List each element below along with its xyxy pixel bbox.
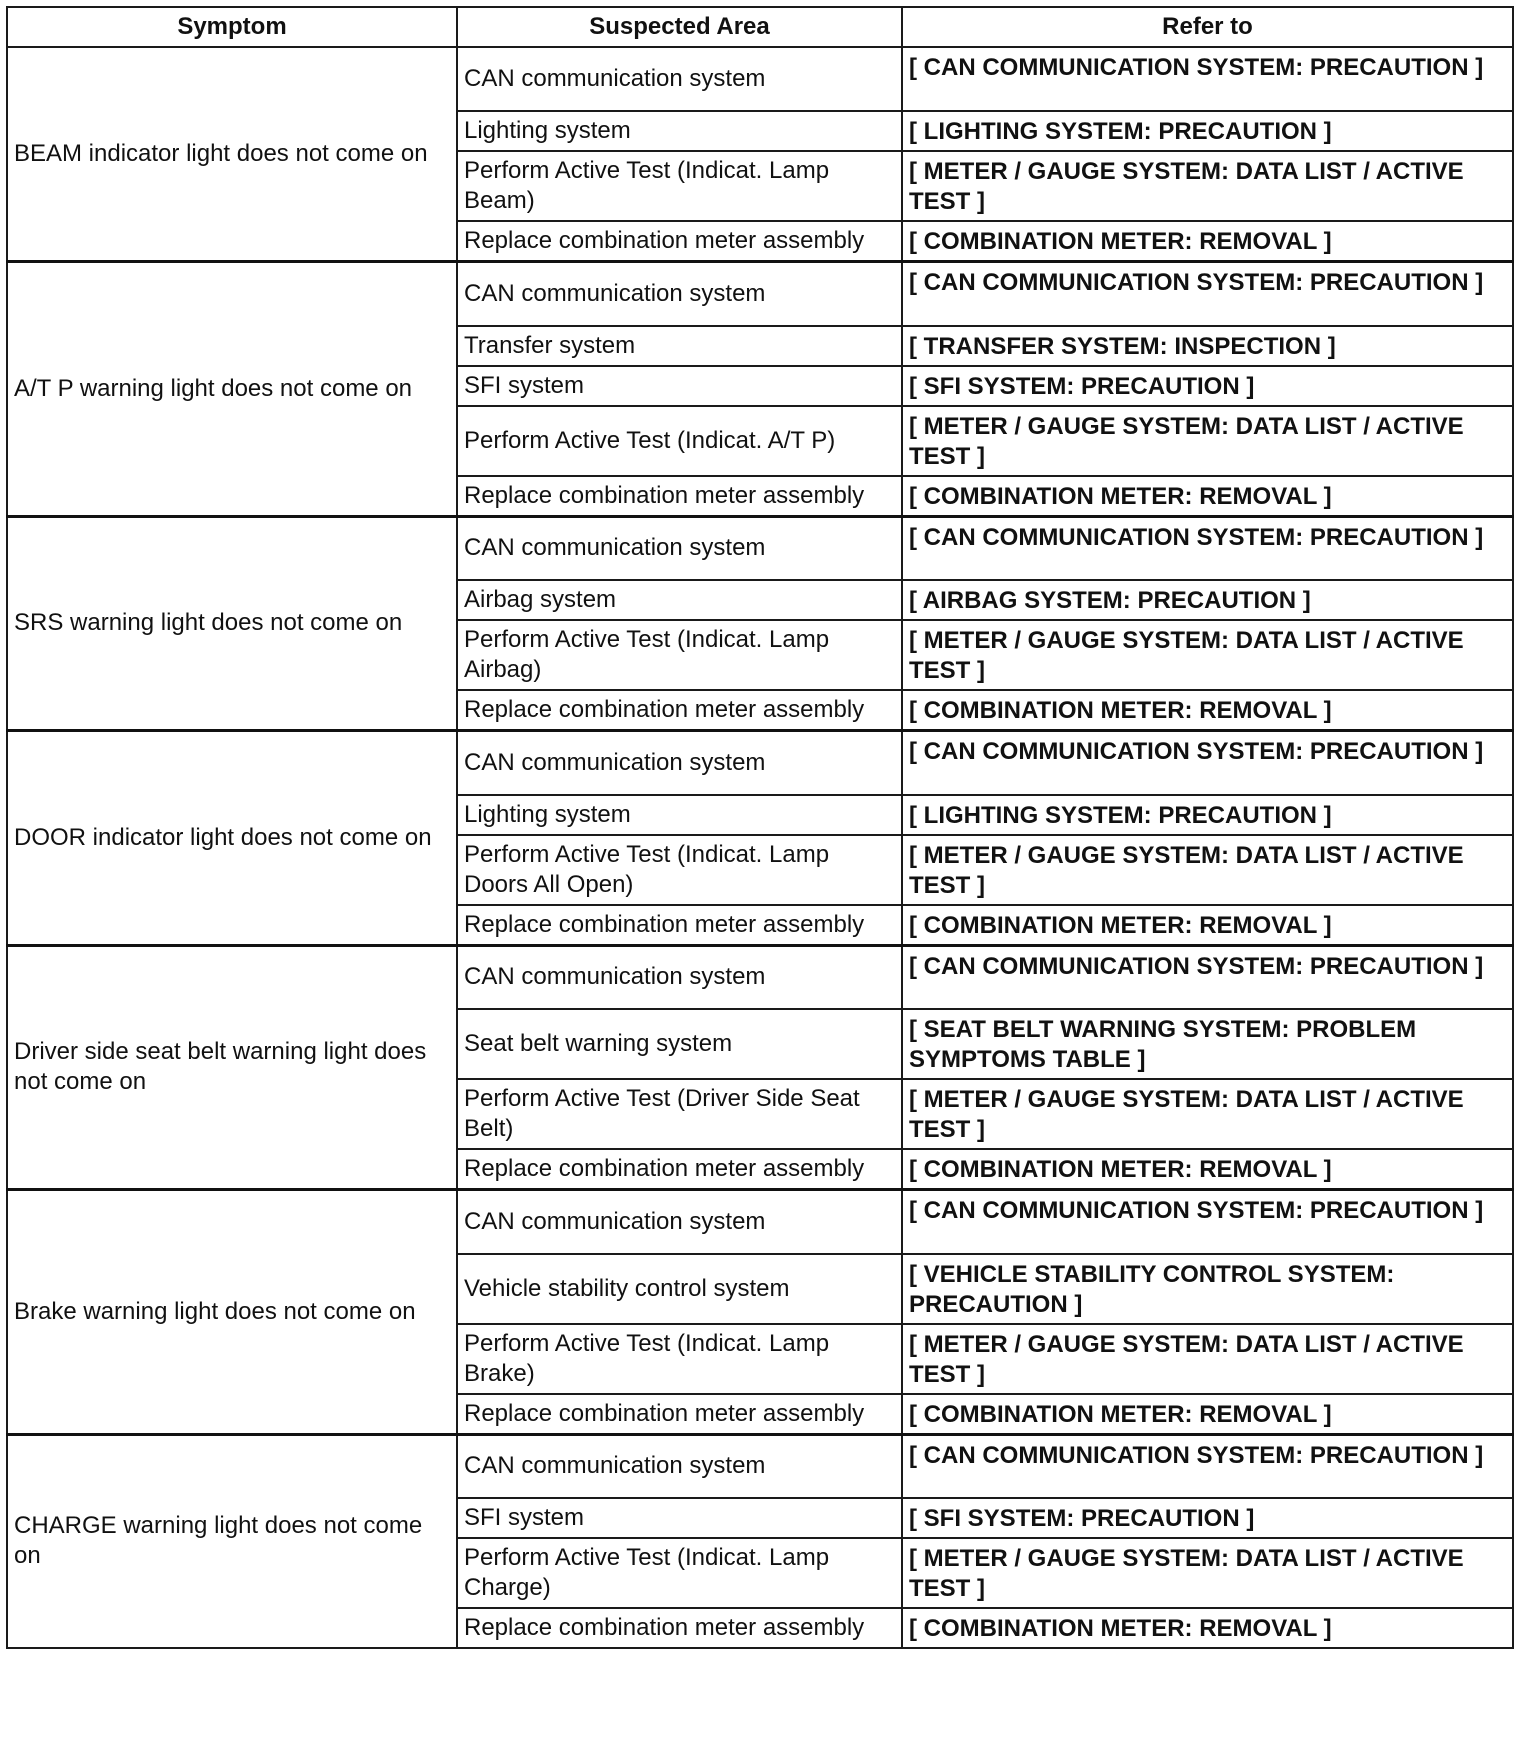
symptom-cell: SRS warning light does not come on <box>7 516 457 731</box>
symptom-cell: CHARGE warning light does not come on <box>7 1434 457 1648</box>
suspected-area-cell: CAN communication system <box>457 731 902 795</box>
symptom-cell: DOOR indicator light does not come on <box>7 731 457 946</box>
refer-to-link[interactable]: [ LIGHTING SYSTEM: PRECAUTION ] <box>902 795 1513 835</box>
suspected-area-cell: Perform Active Test (Indicat. A/T P) <box>457 406 902 476</box>
refer-to-link[interactable]: [ METER / GAUGE SYSTEM: DATA LIST / ACTIVE TEST ] <box>902 620 1513 690</box>
refer-to-link[interactable]: [ CAN COMMUNICATION SYSTEM: PRECAUTION ] <box>902 731 1513 795</box>
suspected-area-cell: CAN communication system <box>457 516 902 580</box>
refer-to-link[interactable]: [ LIGHTING SYSTEM: PRECAUTION ] <box>902 111 1513 151</box>
suspected-area-cell: Perform Active Test (Indicat. Lamp Airbag) <box>457 620 902 690</box>
table-row <box>7 945 1513 1009</box>
symptom-cell: Driver side seat belt warning light does not come on <box>7 945 457 1190</box>
refer-to-link[interactable]: [ CAN COMMUNICATION SYSTEM: PRECAUTION ] <box>902 516 1513 580</box>
suspected-area-cell: CAN communication system <box>457 262 902 326</box>
suspected-area-cell: Lighting system <box>457 111 902 151</box>
suspected-area-cell: Perform Active Test (Indicat. Lamp Doors All Open) <box>457 835 902 905</box>
table-row <box>7 1190 1513 1254</box>
suspected-area-cell: Seat belt warning system <box>457 1009 902 1079</box>
suspected-area-cell: Perform Active Test (Indicat. Lamp Beam) <box>457 151 902 221</box>
header-symptom: Symptom <box>7 7 457 47</box>
header-refer-to: Refer to <box>902 7 1513 47</box>
table-row <box>7 731 1513 795</box>
table-row <box>7 47 1513 111</box>
suspected-area-cell: Perform Active Test (Indicat. Lamp Brake) <box>457 1324 902 1394</box>
refer-to-link[interactable]: [ COMBINATION METER: REMOVAL ] <box>902 1608 1513 1648</box>
suspected-area-cell: Replace combination meter assembly <box>457 905 902 946</box>
refer-to-link[interactable]: [ AIRBAG SYSTEM: PRECAUTION ] <box>902 580 1513 620</box>
refer-to-link[interactable]: [ COMBINATION METER: REMOVAL ] <box>902 905 1513 946</box>
symptom-cell: Brake warning light does not come on <box>7 1190 457 1435</box>
suspected-area-cell: Replace combination meter assembly <box>457 1608 902 1648</box>
suspected-area-cell: SFI system <box>457 1498 902 1538</box>
refer-to-link[interactable]: [ METER / GAUGE SYSTEM: DATA LIST / ACTIVE TEST ] <box>902 1538 1513 1608</box>
suspected-area-cell: Transfer system <box>457 326 902 366</box>
suspected-area-cell: Airbag system <box>457 580 902 620</box>
refer-to-link[interactable]: [ TRANSFER SYSTEM: INSPECTION ] <box>902 326 1513 366</box>
table-header-row <box>7 7 1513 47</box>
refer-to-link[interactable]: [ COMBINATION METER: REMOVAL ] <box>902 1394 1513 1435</box>
refer-to-link[interactable]: [ COMBINATION METER: REMOVAL ] <box>902 476 1513 517</box>
refer-to-link[interactable]: [ SEAT BELT WARNING SYSTEM: PROBLEM SYMPTOMS TABLE ] <box>902 1009 1513 1079</box>
suspected-area-cell: Replace combination meter assembly <box>457 690 902 731</box>
table-body <box>7 47 1513 1648</box>
suspected-area-cell: Replace combination meter assembly <box>457 1394 902 1435</box>
suspected-area-cell: CAN communication system <box>457 945 902 1009</box>
suspected-area-cell: Replace combination meter assembly <box>457 476 902 517</box>
suspected-area-cell: Perform Active Test (Indicat. Lamp Charge) <box>457 1538 902 1608</box>
suspected-area-cell: Replace combination meter assembly <box>457 1149 902 1190</box>
table-row <box>7 262 1513 326</box>
suspected-area-cell: Perform Active Test (Driver Side Seat Belt) <box>457 1079 902 1149</box>
refer-to-link[interactable]: [ METER / GAUGE SYSTEM: DATA LIST / ACTIVE TEST ] <box>902 151 1513 221</box>
refer-to-link[interactable]: [ CAN COMMUNICATION SYSTEM: PRECAUTION ] <box>902 47 1513 111</box>
table-row <box>7 516 1513 580</box>
refer-to-link[interactable]: [ CAN COMMUNICATION SYSTEM: PRECAUTION ] <box>902 262 1513 326</box>
refer-to-link[interactable]: [ METER / GAUGE SYSTEM: DATA LIST / ACTIVE TEST ] <box>902 1324 1513 1394</box>
table-row <box>7 1434 1513 1498</box>
refer-to-link[interactable]: [ METER / GAUGE SYSTEM: DATA LIST / ACTIVE TEST ] <box>902 1079 1513 1149</box>
refer-to-link[interactable]: [ METER / GAUGE SYSTEM: DATA LIST / ACTIVE TEST ] <box>902 406 1513 476</box>
refer-to-link[interactable]: [ COMBINATION METER: REMOVAL ] <box>902 221 1513 262</box>
symptom-cell: BEAM indicator light does not come on <box>7 47 457 262</box>
refer-to-link[interactable]: [ CAN COMMUNICATION SYSTEM: PRECAUTION ] <box>902 1190 1513 1254</box>
suspected-area-cell: CAN communication system <box>457 1190 902 1254</box>
suspected-area-cell: Vehicle stability control system <box>457 1254 902 1324</box>
suspected-area-cell: Lighting system <box>457 795 902 835</box>
refer-to-link[interactable]: [ METER / GAUGE SYSTEM: DATA LIST / ACTIVE TEST ] <box>902 835 1513 905</box>
problem-symptoms-table <box>6 6 1514 1649</box>
refer-to-link[interactable]: [ COMBINATION METER: REMOVAL ] <box>902 690 1513 731</box>
refer-to-link[interactable]: [ VEHICLE STABILITY CONTROL SYSTEM: PRECAUTION ] <box>902 1254 1513 1324</box>
suspected-area-cell: Replace combination meter assembly <box>457 221 902 262</box>
refer-to-link[interactable]: [ SFI SYSTEM: PRECAUTION ] <box>902 366 1513 406</box>
suspected-area-cell: CAN communication system <box>457 1434 902 1498</box>
refer-to-link[interactable]: [ CAN COMMUNICATION SYSTEM: PRECAUTION ] <box>902 1434 1513 1498</box>
refer-to-link[interactable]: [ COMBINATION METER: REMOVAL ] <box>902 1149 1513 1190</box>
suspected-area-cell: CAN communication system <box>457 47 902 111</box>
refer-to-link[interactable]: [ SFI SYSTEM: PRECAUTION ] <box>902 1498 1513 1538</box>
suspected-area-cell: SFI system <box>457 366 902 406</box>
symptom-cell: A/T P warning light does not come on <box>7 262 457 517</box>
refer-to-link[interactable]: [ CAN COMMUNICATION SYSTEM: PRECAUTION ] <box>902 945 1513 1009</box>
header-suspected-area: Suspected Area <box>457 7 902 47</box>
